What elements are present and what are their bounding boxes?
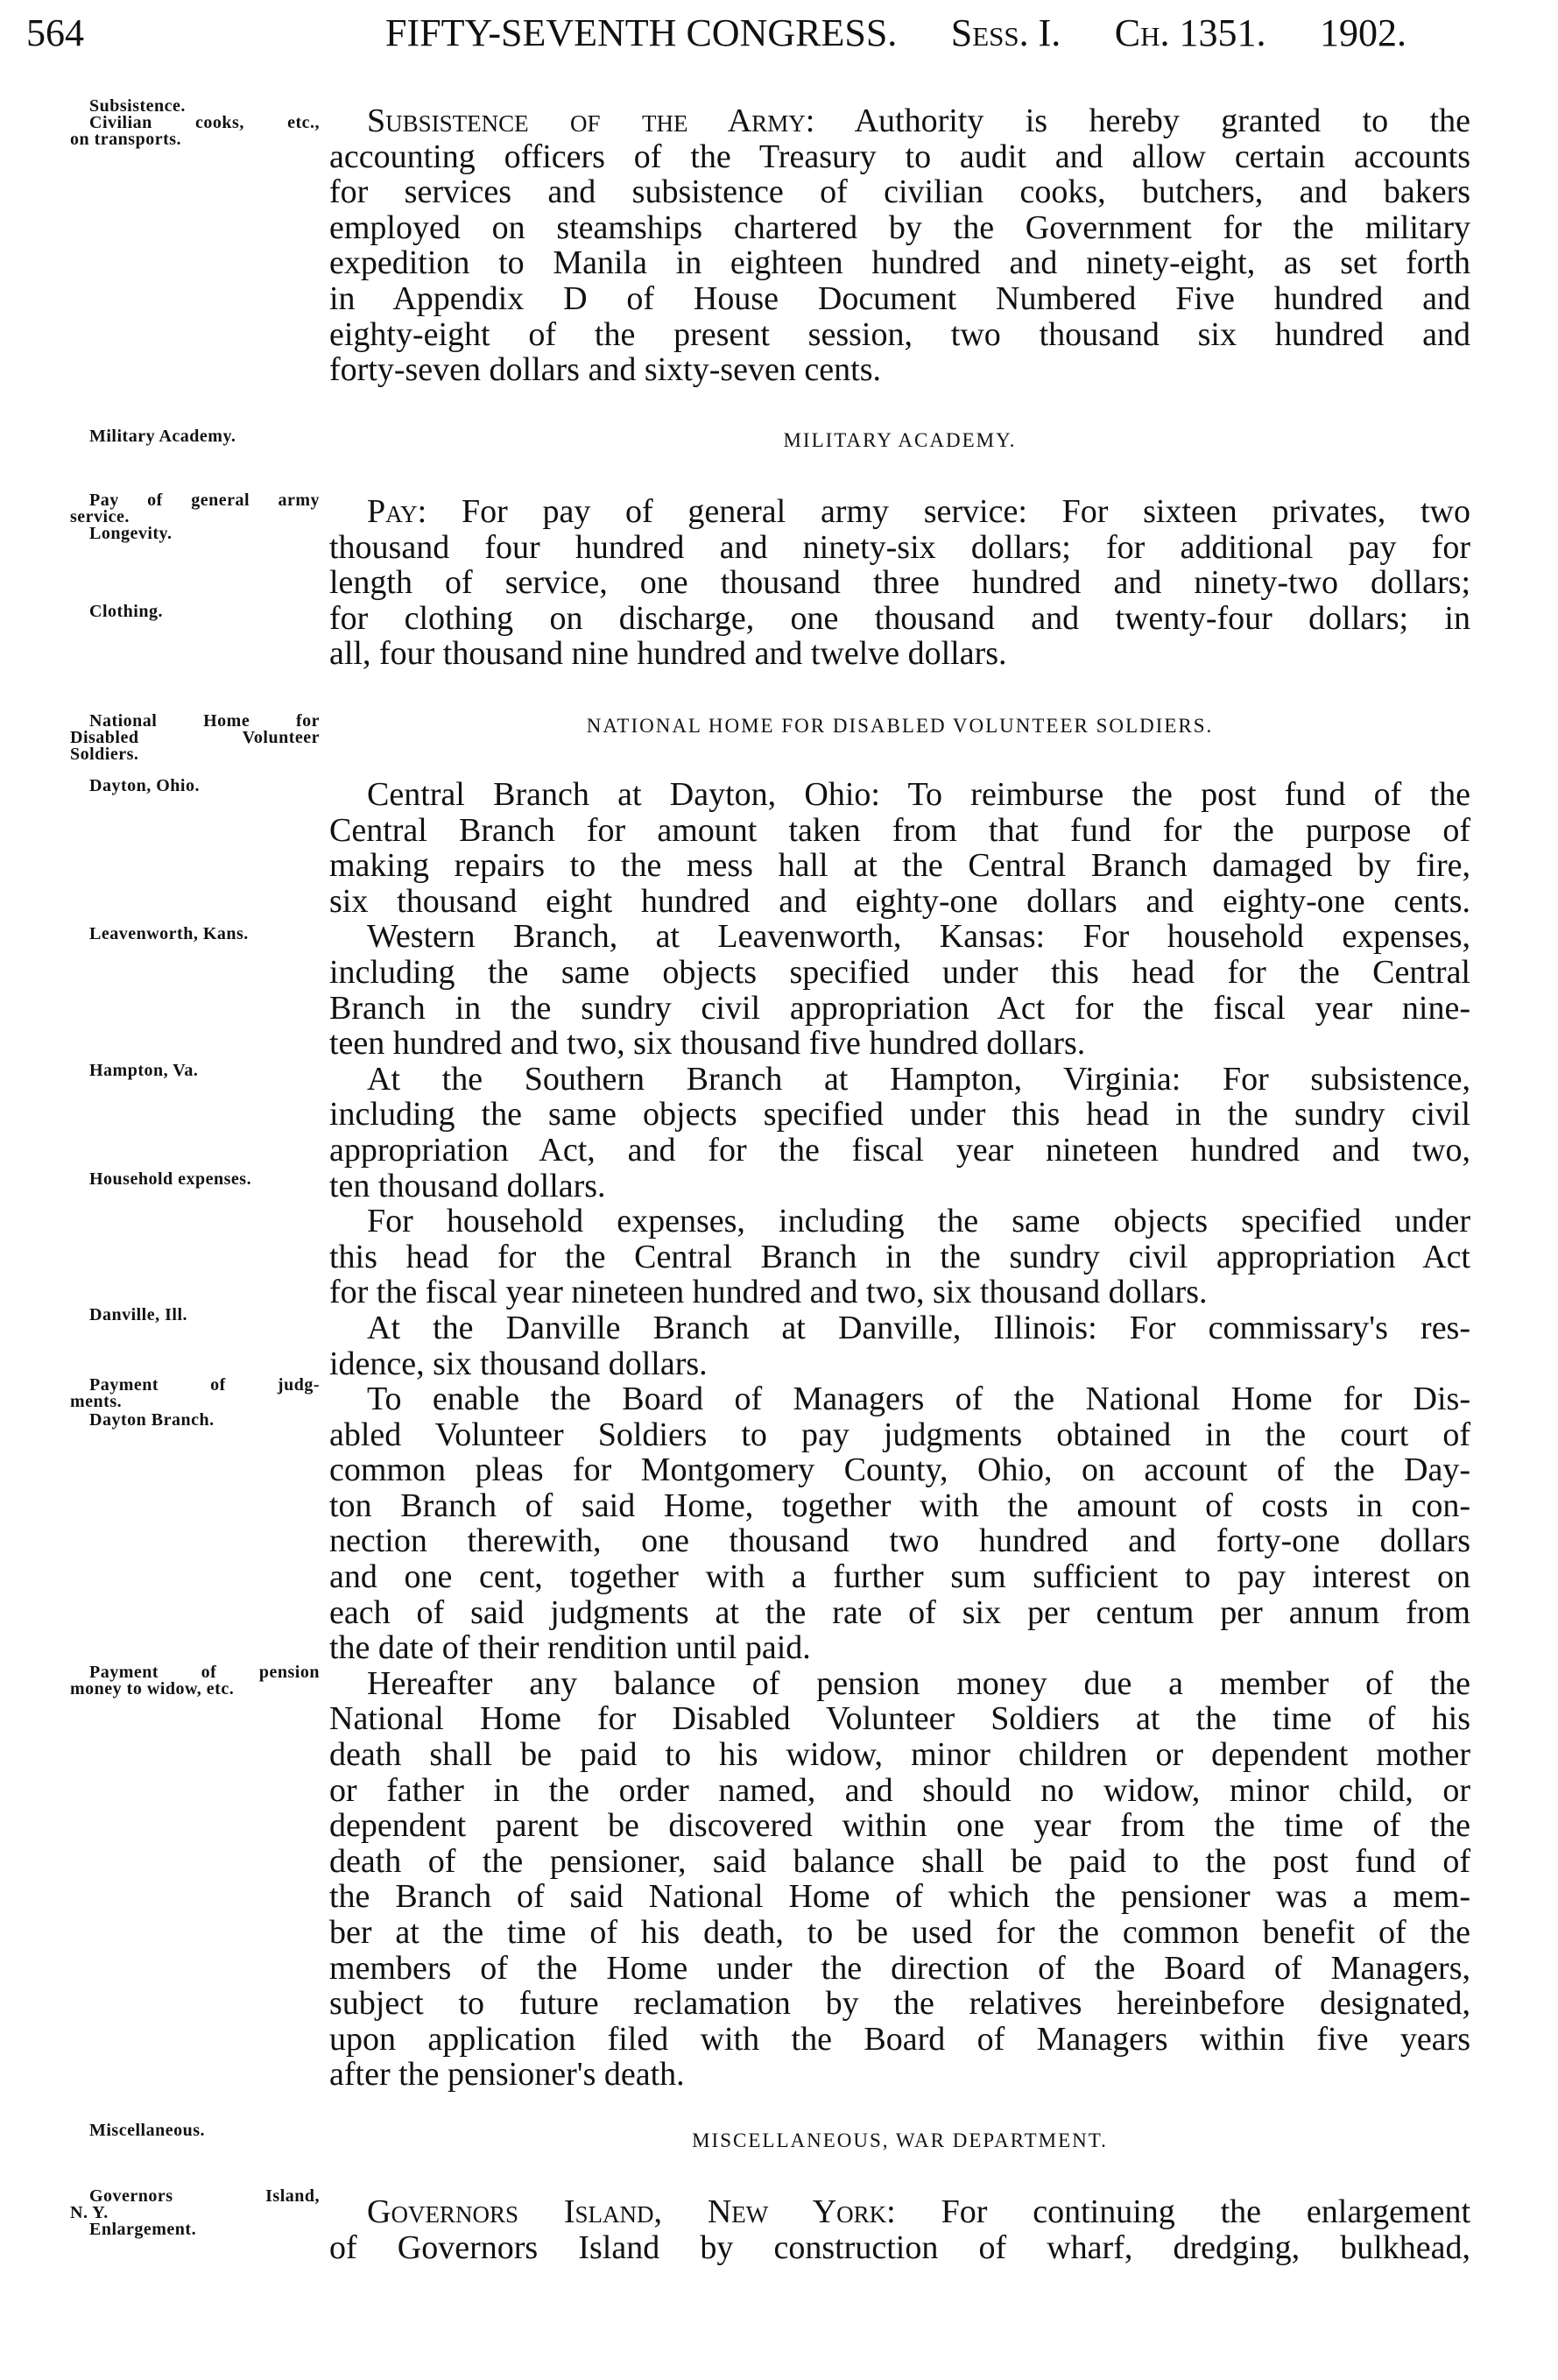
- section-national-home: [329, 777, 1470, 2093]
- text-line: [329, 103, 1470, 139]
- margin-note: [70, 1664, 320, 1698]
- text-line: [329, 955, 1470, 991]
- paragraph: [329, 919, 1470, 1061]
- margin-note: [70, 1412, 320, 1429]
- line-text: teen hundred and two, six thousand five hundred dollars.: [329, 1025, 1086, 1063]
- paragraph: [329, 777, 1470, 919]
- margin-note: [70, 778, 320, 795]
- margin-note-line: money to widow, etc.: [70, 1679, 235, 1698]
- text-line: [329, 919, 1470, 955]
- line-text: For pay of general army service: For sixteen privates, two: [427, 493, 1470, 530]
- line-text: making repairs to the mess hall at the Central Branch damaged by fire,: [329, 847, 1470, 885]
- margin-note: [70, 1377, 320, 1410]
- line-text: length of service, one thousand three hundred and ninety-two dollars;: [329, 564, 1470, 602]
- lead-in: Pay:: [367, 493, 427, 530]
- margin-note: [70, 1063, 320, 1079]
- section-subsistence: [329, 103, 1470, 388]
- text-line: [329, 991, 1470, 1027]
- text-line: [329, 1346, 1470, 1382]
- page-number: 564: [26, 11, 84, 54]
- line-text: expedition to Manila in eighteen hundred and ninety-eight, as set forth: [329, 244, 1470, 282]
- paragraph: [329, 1310, 1470, 1381]
- line-text: for clothing on discharge, one thousand and twenty-four dollars; in: [329, 599, 1470, 637]
- text-line: [329, 1026, 1470, 1062]
- margin-note-line: N. Y.: [70, 2203, 109, 2222]
- line-text: dependent parent be discovered within one year from the time of the: [329, 1807, 1470, 1845]
- margin-note-line: on transports.: [70, 130, 182, 149]
- congress-title: FIFTY-SEVENTH CONGRESS.: [385, 11, 898, 54]
- line-text: of Governors Island by construction of wharf, dredging, bulkhead,: [329, 2228, 1470, 2266]
- line-text: Authority is hereby granted to the: [814, 102, 1470, 139]
- text-line: [329, 1701, 1470, 1737]
- text-line: [329, 1097, 1470, 1133]
- line-text: accounting officers of the Treasury to audit and allow certain accounts: [329, 138, 1470, 175]
- text-line: [329, 848, 1470, 884]
- text-line: [329, 1523, 1470, 1559]
- text-line: [329, 1666, 1470, 1702]
- paragraph: [329, 2194, 1470, 2265]
- paragraph: [329, 103, 1470, 388]
- margin-note-line: service.: [70, 507, 130, 526]
- margin-note: [70, 713, 320, 763]
- line-text: At the Southern Branch at Hampton, Virginia: For subsistence,: [367, 1060, 1470, 1098]
- text-line: [329, 1773, 1470, 1809]
- margin-note-line: Leavenworth, Kans.: [89, 924, 249, 943]
- text-line: [329, 1417, 1470, 1453]
- text-line: [329, 884, 1470, 920]
- margin-note: [70, 2188, 320, 2221]
- text-line: [329, 1595, 1470, 1631]
- margin-note: [70, 1171, 320, 1188]
- margin-note-line: Payment of pension: [89, 1663, 320, 1682]
- line-text: National Home for Disabled Volunteer Soldiers at the time of his: [329, 1700, 1470, 1738]
- text-line: [329, 210, 1470, 246]
- text-line: [329, 2022, 1470, 2058]
- text-line: [329, 494, 1470, 530]
- running-header: [385, 11, 1406, 56]
- margin-note: [70, 604, 320, 620]
- line-text: At the Danville Branch at Danville, Illinois: For commissary's res-: [367, 1309, 1470, 1346]
- chapter-label: Ch. 1351.: [1114, 11, 1266, 54]
- margin-note-line: Civilian cooks, etc.,: [89, 113, 320, 132]
- text-line: [329, 1986, 1470, 2022]
- line-text: thousand four hundred and ninety-six dollars; for additional pay for: [329, 528, 1470, 566]
- margin-note: [70, 2122, 320, 2139]
- year-label: 1902.: [1320, 11, 1406, 54]
- line-text: ten thousand dollars.: [329, 1167, 606, 1204]
- lead-in: Subsistence of the Army:: [367, 102, 815, 139]
- section-governors-island: [329, 2194, 1470, 2265]
- line-text: death of the pensioner, said balance shall be paid to the post fund of: [329, 1842, 1470, 1880]
- margin-note-line: Clothing.: [89, 602, 163, 621]
- text-line: [329, 1737, 1470, 1773]
- line-text: upon application filed with the Board of Managers within five years: [329, 2020, 1470, 2058]
- line-text: members of the Home under the direction of the Board of Managers,: [329, 1949, 1470, 1987]
- line-text: ton Branch of said Home, together with the amount of costs in con-: [329, 1487, 1470, 1524]
- line-text: idence, six thousand dollars.: [329, 1345, 708, 1382]
- line-text: Central Branch at Dayton, Ohio: To reimburse the post fund of the: [367, 776, 1470, 813]
- line-text: nection therewith, one thousand two hundred and forty-one dollars: [329, 1522, 1470, 1560]
- text-line: [329, 2230, 1470, 2266]
- margin-note-line: Miscellaneous.: [89, 2121, 205, 2140]
- text-line: [329, 139, 1470, 175]
- margin-note-line: Payment of judg-: [89, 1375, 320, 1395]
- margin-note-line: Enlargement.: [89, 2220, 197, 2239]
- margin-note-line: National Home for: [89, 711, 320, 731]
- text-line: [329, 777, 1470, 813]
- line-text: Central Branch for amount taken from that fund for the purpose of: [329, 811, 1470, 849]
- session-label: Sess. I.: [950, 11, 1061, 54]
- margin-note-line: Military Academy.: [89, 427, 236, 446]
- margin-note: [70, 1307, 320, 1324]
- line-text: the Branch of said National Home of which the pensioner was a mem-: [329, 1878, 1470, 1916]
- line-text: this head for the Central Branch in the sundry civil appropriation Act: [329, 1238, 1470, 1275]
- line-text: for the fiscal year nineteen hundred and two, six thousand dollars.: [329, 1274, 1208, 1311]
- margin-note-line: Household expenses.: [89, 1169, 252, 1189]
- margin-note-line: Pay of general army: [89, 491, 320, 510]
- text-line: [329, 1381, 1470, 1417]
- text-line: [329, 1630, 1470, 1666]
- line-text: all, four thousand nine hundred and twelve dollars.: [329, 635, 1007, 673]
- text-line: [329, 601, 1470, 637]
- text-line: [329, 2057, 1470, 2093]
- margin-note-line: Subsistence.: [89, 96, 186, 116]
- margin-note-line: Dayton, Ohio.: [89, 776, 200, 795]
- text-line: [329, 1452, 1470, 1488]
- line-text: in Appendix D of House Document Numbered Five hundred and: [329, 279, 1470, 317]
- text-line: [329, 1310, 1470, 1346]
- text-line: [329, 1488, 1470, 1524]
- line-text: and one cent, together with a further sum sufficient to pay interest on: [329, 1558, 1470, 1596]
- text-line: [329, 1951, 1470, 1987]
- margin-note: [70, 526, 320, 542]
- section-pay: [329, 494, 1470, 672]
- text-line: [329, 1169, 1470, 1204]
- line-text: including the same objects specified under this head in the sundry civil: [329, 1096, 1470, 1134]
- paragraph: [329, 1062, 1470, 1204]
- line-text: including the same objects specified under this head for the Central: [329, 953, 1470, 991]
- margin-note: [70, 115, 320, 148]
- margin-note-line: Hampton, Va.: [89, 1061, 199, 1080]
- line-text: Hereafter any balance of pension money due a member of the: [367, 1664, 1470, 1702]
- text-line: [329, 636, 1470, 672]
- margin-note: [70, 2221, 320, 2238]
- text-line: [329, 1133, 1470, 1169]
- text-line: [329, 245, 1470, 281]
- text-line: [329, 565, 1470, 601]
- line-text: forty-seven dollars and sixty-seven cents.: [329, 351, 881, 389]
- lead-in: Governors Island, New York:: [367, 2193, 896, 2230]
- line-text: To enable the Board of Managers of the National Home for Dis-: [367, 1381, 1470, 1418]
- line-text: For household expenses, including the same objects specified under: [367, 1203, 1470, 1240]
- line-text: each of said judgments at the rate of six per centum per annum from: [329, 1593, 1470, 1631]
- text-line: [329, 1559, 1470, 1595]
- line-text: six thousand eight hundred and eighty-one dollars and eighty-one cents.: [329, 882, 1470, 920]
- line-text: the date of their rendition until paid.: [329, 1629, 811, 1667]
- margin-note: [70, 428, 320, 445]
- text-line: [329, 281, 1470, 317]
- paragraph: [329, 1666, 1470, 2093]
- heading-national-home: NATIONAL HOME FOR DISABLED VOLUNTEER SOLDIERS.: [586, 715, 1214, 737]
- line-text: subject to future reclamation by the relatives hereinbefore designated,: [329, 1985, 1470, 2023]
- margin-note-line: Danville, Ill.: [89, 1305, 188, 1324]
- line-text: eighty-eight of the present session, two thousand six hundred and: [329, 315, 1470, 353]
- text-line: [329, 813, 1470, 849]
- text-line: [329, 1879, 1470, 1915]
- line-text: death shall be paid to his widow, minor children or dependent mother: [329, 1736, 1470, 1774]
- line-text: ber at the time of his death, to be used for the common benefit of the: [329, 1914, 1470, 1951]
- margin-note-line: Longevity.: [89, 524, 173, 543]
- line-text: after the pensioner's death.: [329, 2056, 685, 2094]
- line-text: for services and subsistence of civilian cooks, butchers, and bakers: [329, 173, 1470, 211]
- line-text: Branch in the sundry civil appropriation Act for the fiscal year nine-: [329, 989, 1470, 1027]
- paragraph: [329, 1381, 1470, 1666]
- margin-note: [70, 926, 320, 943]
- text-line: [329, 1808, 1470, 1844]
- text-line: [329, 352, 1470, 388]
- margin-note-line: ments.: [70, 1392, 123, 1411]
- text-line: [329, 1275, 1470, 1310]
- text-line: [329, 1844, 1470, 1880]
- heading-miscellaneous: MISCELLANEOUS, WAR DEPARTMENT.: [692, 2129, 1108, 2151]
- line-text: Western Branch, at Leavenworth, Kansas: For household expenses,: [367, 918, 1470, 956]
- margin-note-line: Governors Island,: [89, 2186, 320, 2206]
- text-line: [329, 1239, 1470, 1275]
- heading-military-academy: MILITARY ACADEMY.: [783, 429, 1017, 451]
- paragraph: [329, 494, 1470, 672]
- text-line: [329, 317, 1470, 353]
- text-line: [329, 1204, 1470, 1239]
- margin-note-line: Disabled Volunteer: [70, 728, 320, 747]
- line-text: appropriation Act, and for the fiscal year nineteen hundred and two,: [329, 1131, 1470, 1169]
- margin-note-line: Dayton Branch.: [89, 1410, 215, 1430]
- margin-note: [70, 492, 320, 526]
- line-text: or father in the order named, and should no widow, minor child, or: [329, 1771, 1470, 1809]
- line-text: employed on steamships chartered by the Government for the military: [329, 208, 1470, 246]
- paragraph: [329, 1204, 1470, 1310]
- text-line: [329, 1062, 1470, 1098]
- text-line: [329, 530, 1470, 566]
- line-text: abled Volunteer Soldiers to pay judgments obtained in the court of: [329, 1416, 1470, 1453]
- text-line: [329, 1915, 1470, 1951]
- text-line: [329, 2194, 1470, 2230]
- text-line: [329, 174, 1470, 210]
- line-text: For continuing the enlargement: [895, 2193, 1471, 2230]
- margin-note-line: Soldiers.: [70, 745, 139, 764]
- line-text: common pleas for Montgomery County, Ohio, on account of the Day-: [329, 1451, 1470, 1489]
